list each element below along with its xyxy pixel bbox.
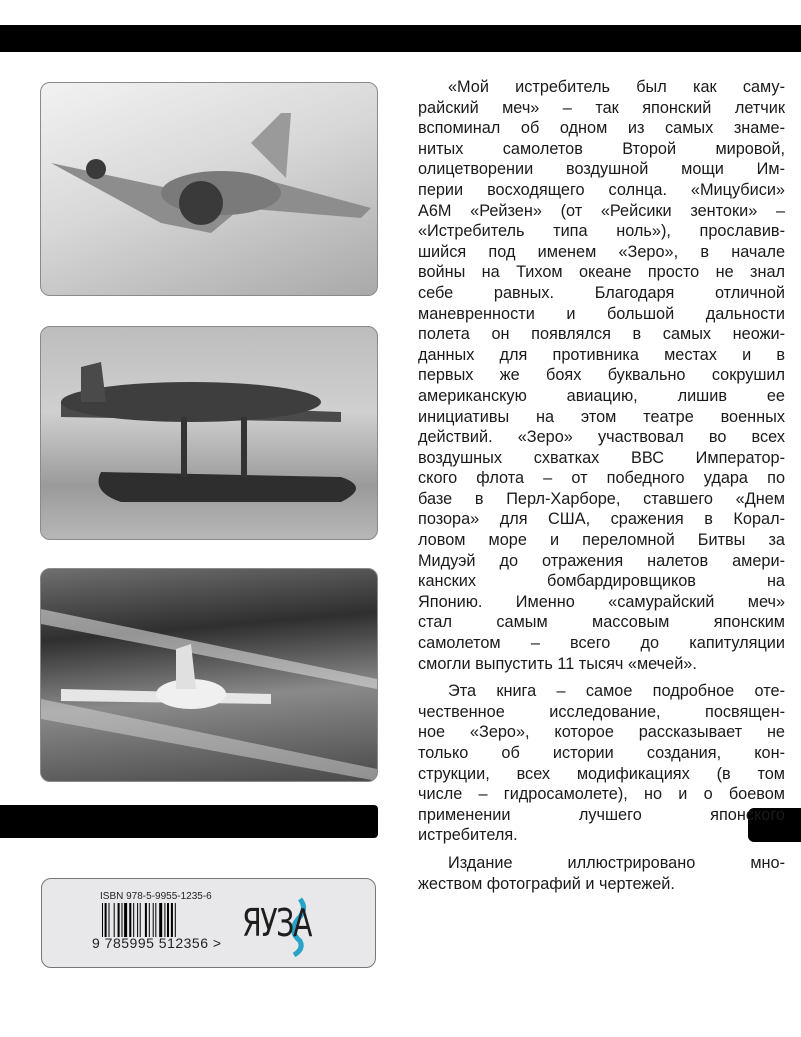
text-line: жеством фотографий и чертежей. (418, 874, 675, 893)
text-line: только об истории создания, кон- (418, 744, 785, 762)
text-line: числе – гидросамолете), но и о боевом (418, 785, 785, 804)
text-line: Японию. Именно «самурайский меч» (418, 592, 785, 611)
text-line: нитых самолетов Второй мировой, (418, 139, 785, 158)
annotation-text (418, 77, 785, 901)
barcode-bar (155, 903, 156, 937)
text-line: «Истребитель типа ноль»), прославив- (418, 222, 785, 241)
text-line: себе равных. Благодаря отличной (418, 283, 785, 302)
text-line: позора» для США, сражения в Корал- (418, 510, 785, 529)
text-line: вспоминал об одном из самых знаме- (418, 119, 785, 138)
barcode-bar (153, 903, 154, 937)
barcode-bar (122, 903, 123, 937)
paragraph (418, 853, 785, 894)
text-line: базе в Перл-Харборе, ставшего «Днем (418, 489, 785, 508)
airplane-illustration (41, 83, 377, 295)
barcode-bar (133, 903, 134, 937)
text-line: струкции, всех модификациях (в том (418, 764, 785, 783)
text-line: инициативы на этом театре военных (418, 407, 785, 426)
middle-black-band (0, 805, 378, 838)
barcode-bar (175, 903, 176, 937)
text-line: данных для противника местах и в (418, 345, 785, 364)
isbn-label: ISBN 978-5-9955-1235-6 (100, 891, 212, 902)
text-line: «Мой истребитель был как саму- (448, 78, 785, 96)
barcode-bar (114, 903, 115, 937)
text-line: применении лучшего японского (418, 805, 785, 824)
text-line: самолетом – всего до капитуляции (418, 634, 785, 653)
text-line: стал самым массовым японским (418, 613, 785, 632)
barcode-digits: 9 785995 512356 > (92, 935, 222, 951)
text-line: маневренности и большой дальности (418, 304, 785, 323)
photo-zero-floatplane (40, 326, 378, 540)
text-line: полета он появлялся в самых неожи- (418, 325, 785, 344)
text-line: ное «Зеро», которое рассказывает не (418, 723, 785, 742)
photo-carrier-deck (40, 568, 378, 782)
text-line: смогли выпустить 11 тысяч «мечей». (418, 654, 697, 673)
text-line: воздушных схватках ВВС Император- (418, 448, 785, 467)
barcode-bar (124, 903, 127, 937)
barcode-bar (105, 903, 107, 937)
text-line: Издание иллюстрировано мно- (448, 853, 785, 872)
text-line: райский меч» – так японский летчик (418, 98, 785, 117)
paragraph (418, 77, 785, 674)
barcode-icon (102, 903, 202, 939)
text-line: истребителя. (418, 826, 518, 845)
text-line: ского флота – от победного удара по (418, 469, 785, 488)
text-line: первых же боях буквально сокрушил (418, 366, 785, 385)
text-line: действий. «Зеро» участвовал во всех (418, 428, 785, 447)
barcode-bar (137, 903, 138, 937)
text-line: ловом море и переломной Битвы за (418, 531, 785, 550)
text-line: Мидуэй до отражения налетов амери- (418, 551, 785, 570)
text-line: шийся под именем «Зеро», в начале (418, 242, 785, 261)
barcode-bar (129, 903, 131, 937)
barcode-bar (118, 903, 120, 937)
barcode-bar (140, 903, 141, 937)
carrier-deck-illustration (41, 569, 377, 781)
barcode-bar (159, 903, 162, 937)
text-line: Эта книга – самое подробное оте- (448, 682, 785, 701)
barcode-bar (171, 903, 173, 937)
text-line: А6М «Рейзен» (от «Рейсики зентоки» – (418, 201, 785, 220)
top-black-band (0, 25, 801, 52)
text-line: войны на Тихом океане просто не знал (418, 263, 785, 282)
barcode-bar (164, 903, 165, 937)
publisher-logo-text: ЯУЗА (242, 901, 311, 945)
barcode-bar (102, 903, 103, 937)
barcode-bar (167, 903, 169, 937)
barcode-panel (41, 878, 376, 968)
floatplane-illustration (41, 327, 377, 539)
text-line: перии восходящего солнца. «Мицубиси» (418, 180, 785, 199)
text-line: канских бомбардировщиков на (418, 572, 785, 591)
paragraph (418, 681, 785, 846)
text-line: американскую авиацию, лишив ее (418, 386, 785, 405)
text-line: олицетворении воздушной мощи Им- (418, 160, 785, 179)
barcode-bar (109, 903, 110, 937)
photo-zero-fighter-in-flight (40, 82, 378, 296)
barcode-bar (145, 903, 147, 937)
barcode-bar (149, 903, 150, 937)
text-line: чественное исследование, посвящен- (418, 702, 785, 721)
